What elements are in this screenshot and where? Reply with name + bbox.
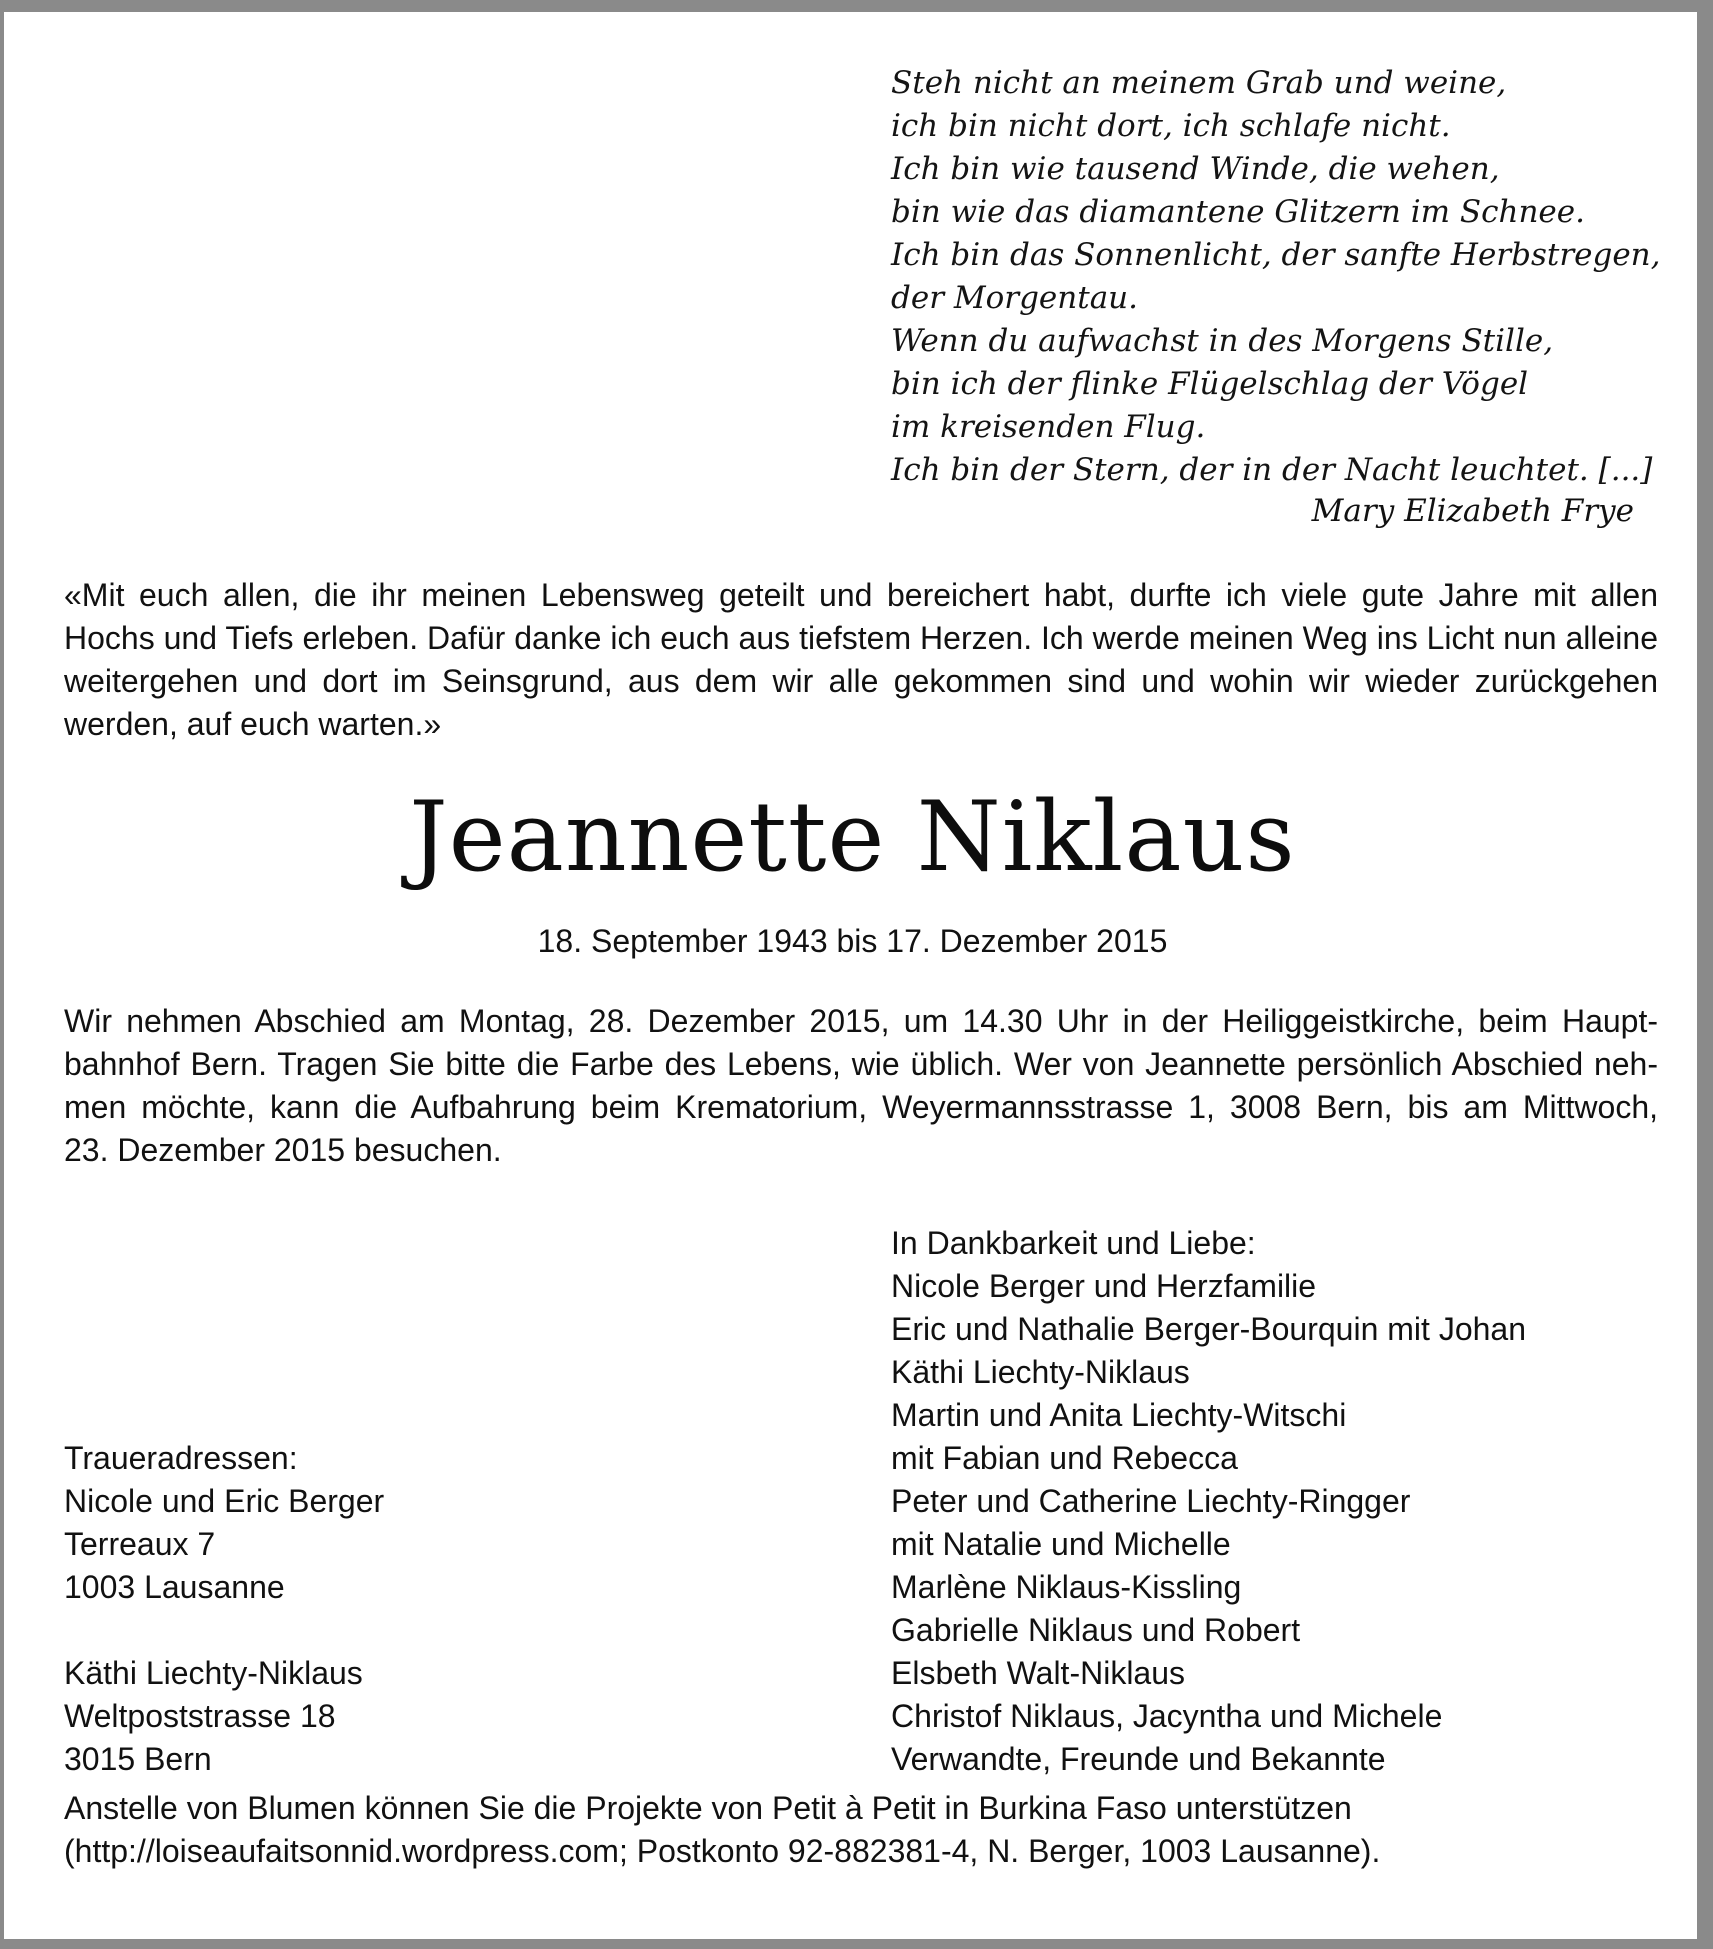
mourners-list [891, 1222, 1661, 1781]
poem-line: ich bin nicht dort, ich schlafe nicht. [891, 108, 1451, 144]
poem-line: Ich bin das Sonnenlicht, der sanfte Herbstregen, [891, 237, 1661, 273]
mourner-name: Verwandte, Freunde und Bekannte [891, 1741, 1386, 1777]
personal-quote [64, 574, 1658, 746]
donation-line: Anstelle von Blumen können Sie die Projekte von Petit à Petit in Burkina Faso unterstützen [64, 1790, 1352, 1826]
farewell-announcement [64, 1000, 1658, 1172]
addresses-heading: Traueradressen: [64, 1440, 298, 1476]
mourner-name: Martin und Anita Liechty-Witschi [891, 1397, 1347, 1433]
address-line: 1003 Lausanne [64, 1569, 285, 1605]
mourner-name: Peter und Catherine Liechty-Ringger [891, 1483, 1411, 1519]
poem-line: Wenn du aufwachst in des Morgens Stille, [891, 323, 1554, 359]
mourner-name: Christof Niklaus, Jacyntha und Michele [891, 1698, 1443, 1734]
poem-line: Steh nicht an meinem Grab und weine, [891, 65, 1507, 101]
address-line: Nicole und Eric Berger [64, 1483, 385, 1519]
mourner-name: Marlène Niklaus-Kissling [891, 1569, 1242, 1605]
quote-line: «Mit euch allen, die ihr meinen Lebensweg geteilt und bereichert habt, durfte ich viele gute Jahre mit allen [64, 577, 1658, 613]
mourner-name: Nicole Berger und Herzfamilie [891, 1268, 1317, 1304]
life-dates: 18. September 1943 bis 17. Dezember 2015 [537, 923, 1168, 959]
address-line: Weltpoststrasse 18 [64, 1698, 336, 1734]
address-line: Käthi Liechty-Niklaus [64, 1655, 363, 1691]
mourners-heading: In Dankbarkeit und Liebe: [891, 1225, 1256, 1261]
address-line: Terreaux 7 [64, 1526, 216, 1562]
mourner-name: Käthi Liechty-Niklaus [891, 1354, 1190, 1390]
farewell-line: 23. Dezember 2015 besuchen. [64, 1132, 502, 1168]
poem-line: Ich bin der Stern, der in der Nacht leuchtet. [...] [891, 452, 1653, 488]
mourner-name: Elsbeth Walt-Niklaus [891, 1655, 1186, 1691]
poem [891, 62, 1661, 492]
mourner-name: Eric und Nathalie Berger-Bourquin mit Johan [891, 1311, 1526, 1347]
quote-line: werden, auf euch warten.» [64, 706, 442, 742]
farewell-line: men möchte, kann die Aufbahrung beim Krematorium, Weyermannsstrasse 1, 3008 Bern, bis am Mittwoch, [64, 1089, 1658, 1125]
quote-line: weitergehen und dort im Seinsgrund, aus dem wir alle gekommen sind und wohin wir wieder zurückgehen [64, 663, 1658, 699]
mourner-name: mit Fabian und Rebecca [891, 1440, 1238, 1476]
poem-line: im kreisenden Flug. [891, 409, 1206, 445]
deceased-name: Jeannette Niklaus [409, 781, 1296, 893]
mourner-name: Gabrielle Niklaus und Robert [891, 1612, 1301, 1648]
address-spacer [64, 1609, 764, 1652]
mourner-name: mit Natalie und Michelle [891, 1526, 1231, 1562]
address-line: 3015 Bern [64, 1741, 212, 1777]
farewell-line: bahnhof Bern. Tragen Sie bitte die Farbe des Lebens, wie üblich. Wer von Jeannette persönlich Abschied neh- [64, 1046, 1658, 1082]
poem-author: Mary Elizabeth Frye [1311, 493, 1634, 529]
mourning-addresses [64, 1437, 764, 1781]
farewell-line: Wir nehmen Abschied am Montag, 28. Dezember 2015, um 14.30 Uhr in der Heiliggeistkirche, beim Haupt- [64, 1003, 1658, 1039]
poem-line: bin wie das diamantene Glitzern im Schnee. [891, 194, 1585, 230]
donation-note [64, 1787, 1658, 1873]
poem-line: Ich bin wie tausend Winde, die wehen, [891, 151, 1500, 187]
poem-line: der Morgentau. [891, 280, 1139, 316]
donation-line: (http://loiseaufaitsonnid.wordpress.com; Postkonto 92-882381-4, N. Berger, 1003 Lausanne). [64, 1833, 1381, 1869]
quote-line: Hochs und Tiefs erleben. Dafür danke ich euch aus tiefstem Herzen. Ich werde meinen Weg ins Licht nun alleine [64, 620, 1658, 656]
poem-line: bin ich der flinke Flügelschlag der Vögel [891, 366, 1529, 402]
